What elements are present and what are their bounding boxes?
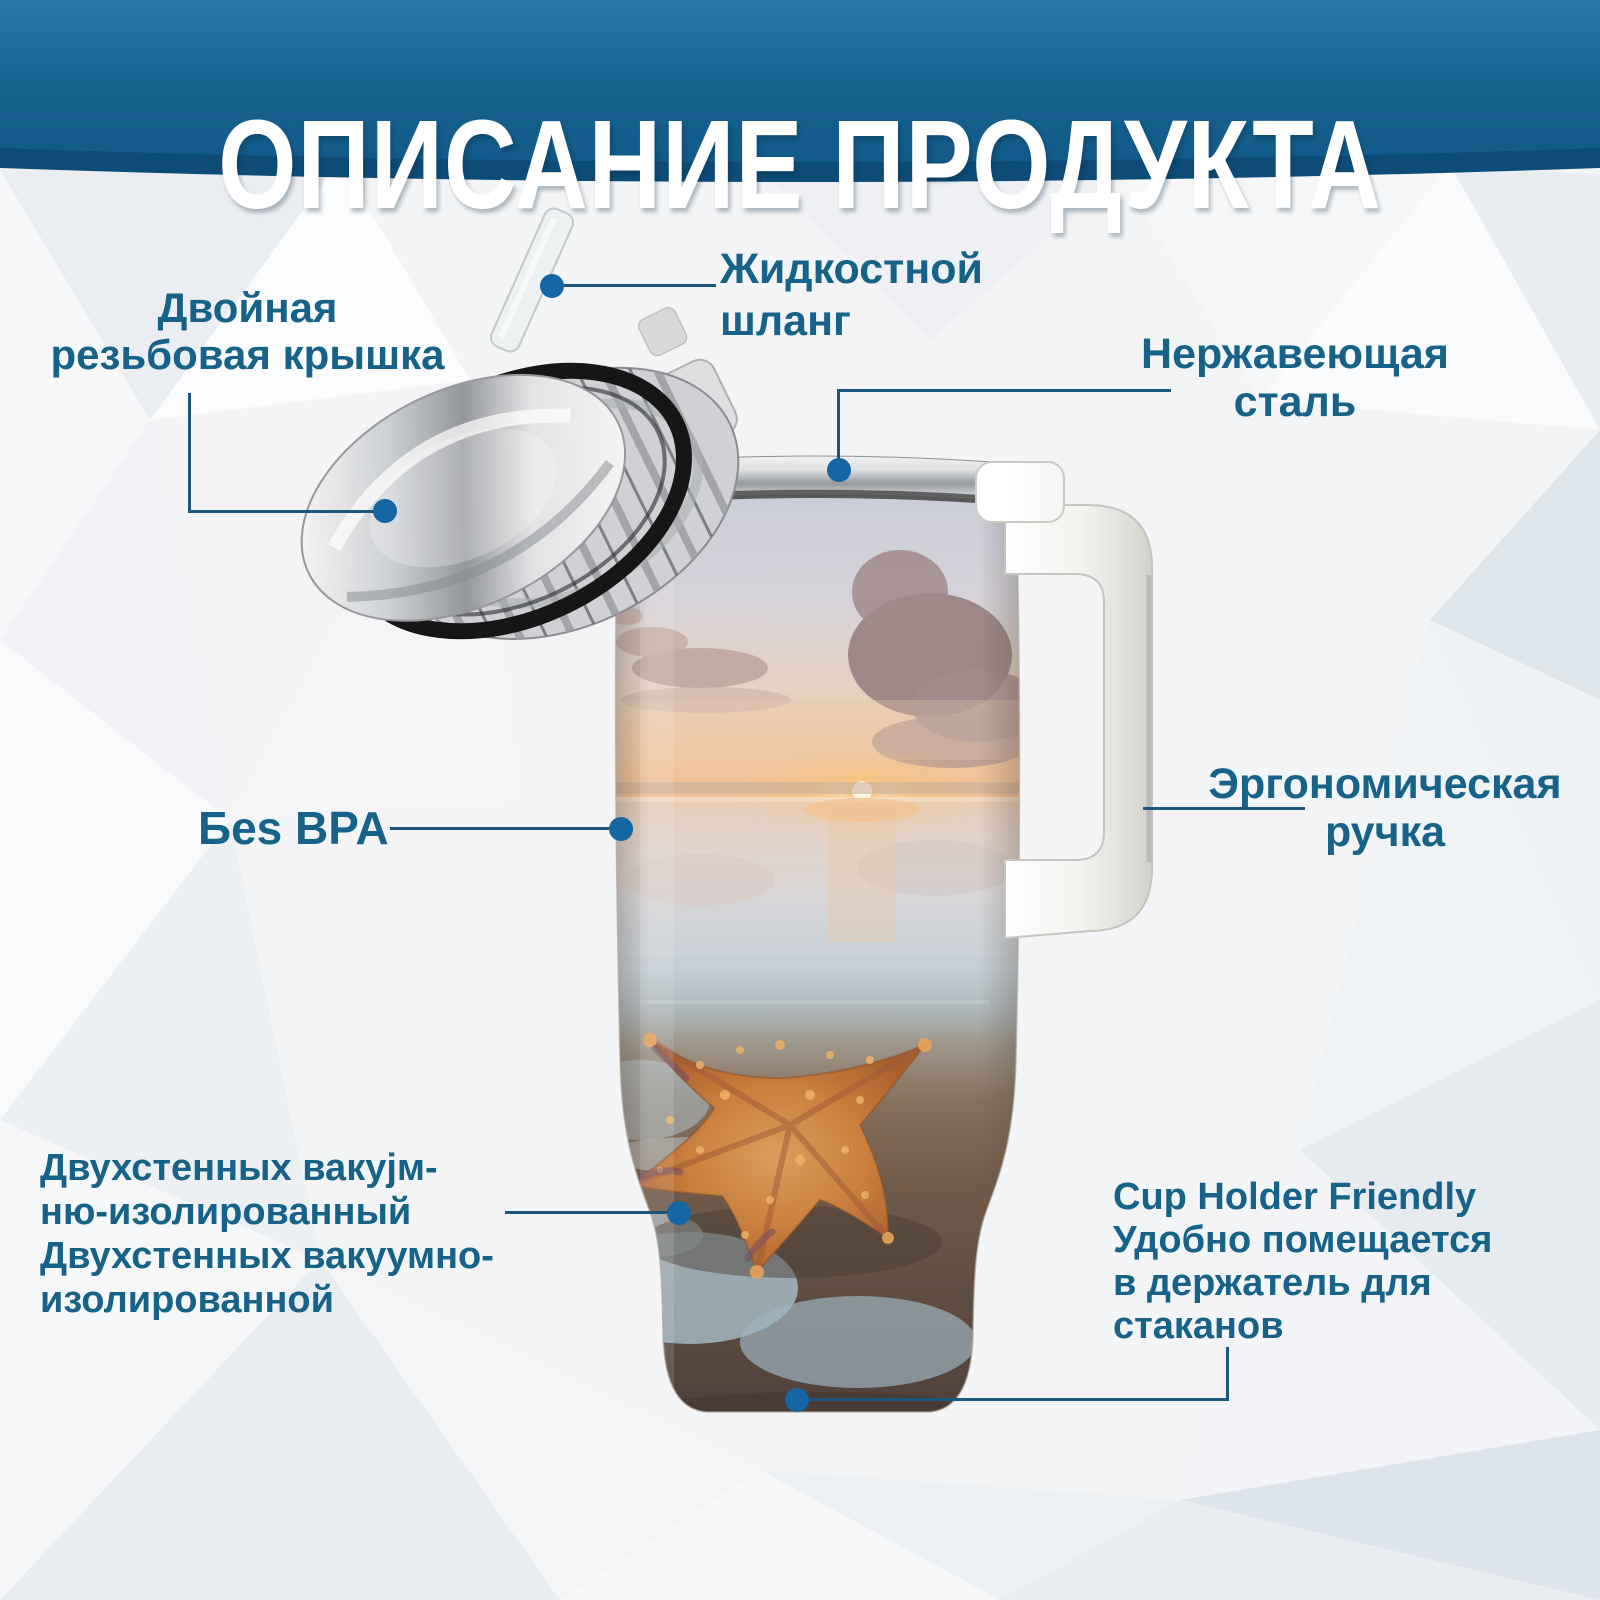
insulation-connector-dot (667, 1201, 691, 1225)
handle-top-mount (976, 462, 1064, 522)
callout-steel-line1: Нержавеющая (1141, 330, 1449, 378)
callout-steel (1115, 330, 1475, 426)
cupholder-connector-horizontal (798, 1398, 1229, 1401)
cupholder-connector-dot (785, 1388, 809, 1412)
insulation-connector (505, 1211, 678, 1214)
callout-steel-line2: сталь (1233, 378, 1357, 426)
callout-handle-line2: ручка (1324, 808, 1445, 856)
callout-lid-line2: резьбовая крышка (50, 331, 445, 378)
callout-lid-line1: Двойная (157, 284, 338, 331)
straw-connector-dot (540, 274, 564, 298)
callout-insulation-line1: Двухстенных вакуjм- (40, 1147, 438, 1189)
callout-cupholder (1113, 1176, 1492, 1348)
callout-straw-line2: шланг (720, 297, 851, 345)
callout-cupholder-line1: Cup Holder Friendly (1113, 1176, 1477, 1218)
callout-straw-line1: Жидкостной (720, 245, 983, 293)
callout-insulation-line2: ню-изолированный (40, 1191, 412, 1233)
callout-cupholder-line4: стаканов (1113, 1305, 1284, 1347)
bpa-connector (390, 827, 619, 830)
straw-connector (552, 284, 716, 287)
bpa-connector-dot (609, 817, 633, 841)
callout-handle-line1: Эргономическая (1208, 760, 1562, 808)
callout-cupholder-line2: Удобно помещается (1113, 1219, 1493, 1261)
page-title: ОПИСАНИЕ ПРОДУКТА (218, 94, 1382, 236)
cupholder-connector-vertical (1226, 1347, 1229, 1401)
callout-insulation-line3: Двухстенных вакуумно- (40, 1235, 494, 1277)
callout-straw (720, 243, 983, 347)
lid-connector-horizontal (188, 510, 385, 513)
callout-bpa: Бes BPA (198, 802, 389, 854)
steel-connector-dot (827, 458, 851, 482)
lid-connector-dot (373, 499, 397, 523)
callout-lid (25, 284, 470, 378)
callout-handle (1190, 760, 1580, 856)
tumbler-body (570, 485, 1044, 1425)
callout-insulation-line4: изолированной (40, 1279, 334, 1321)
callout-insulation (40, 1146, 494, 1322)
lid-connector-vertical (188, 393, 191, 512)
callout-cupholder-line3: в держатель для (1113, 1262, 1432, 1304)
